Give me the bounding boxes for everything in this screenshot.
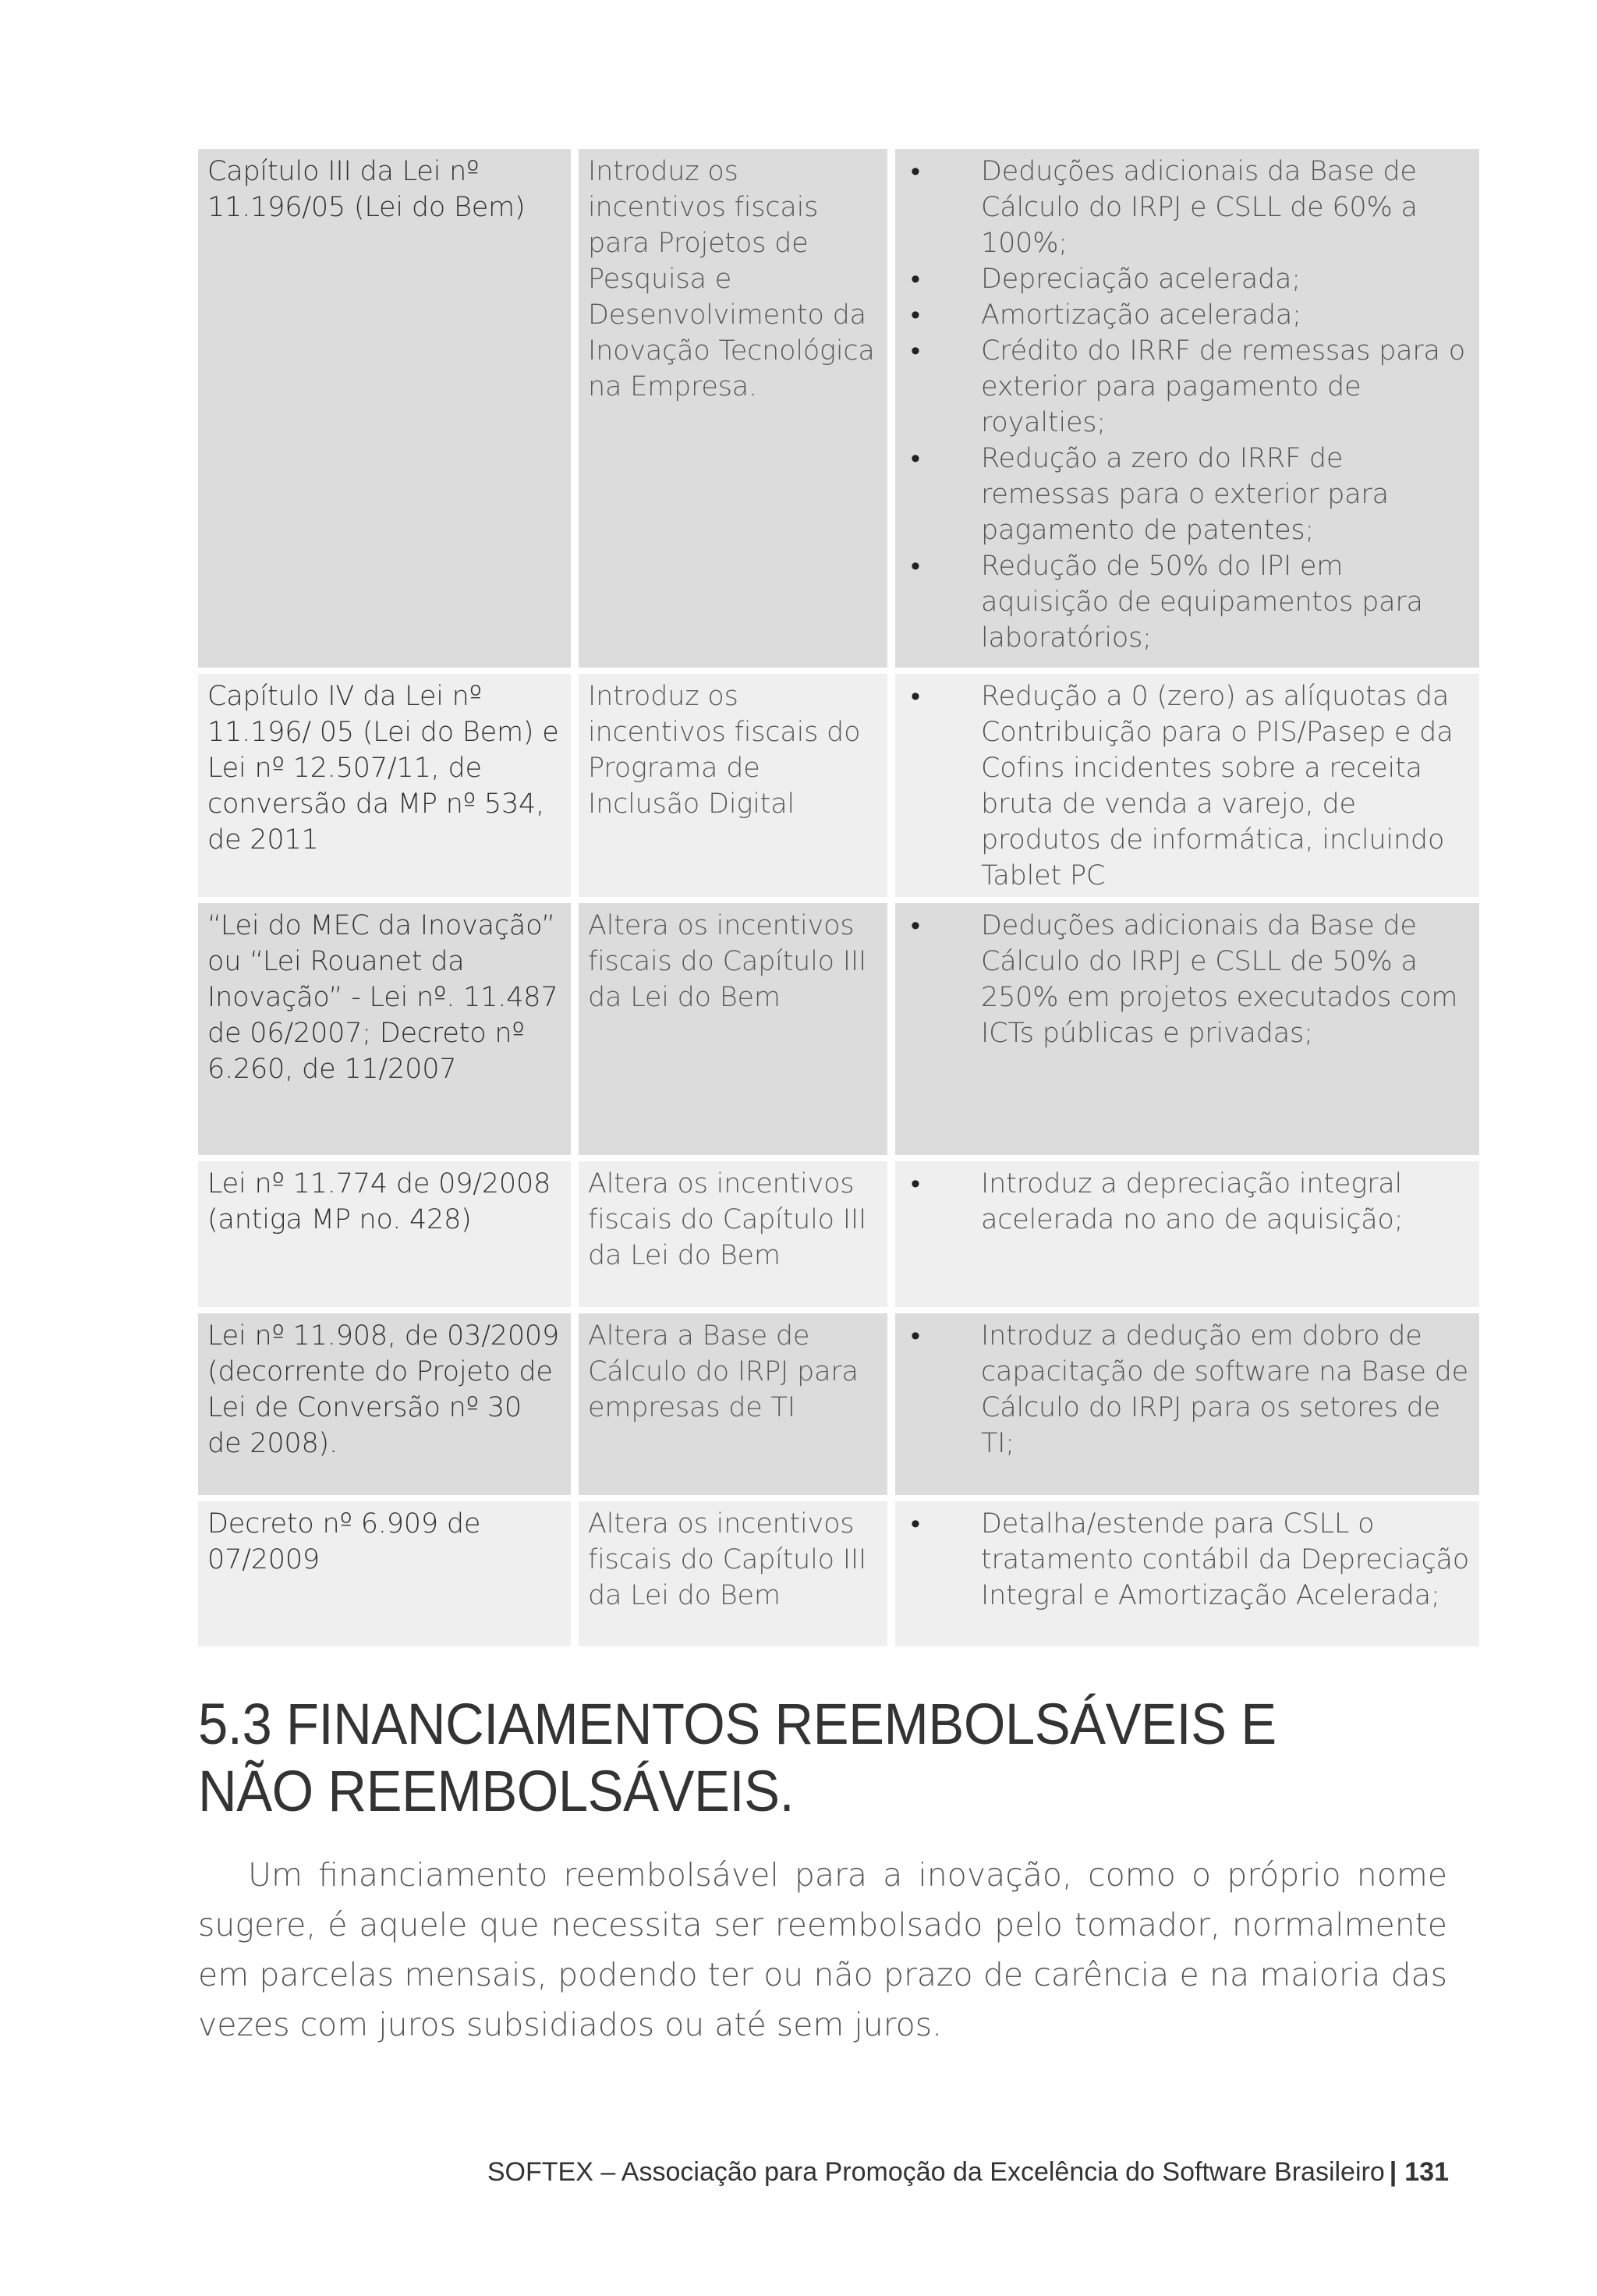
benefits-list: [905, 1318, 1471, 1462]
description-cell: Introduz os incentivos fiscais do Programa de Inclusão Digital: [579, 674, 887, 897]
benefits-cell: [895, 674, 1479, 897]
law-cell: Decreto nº 6.909 de 07/2009: [198, 1501, 571, 1646]
table-row: [198, 1313, 1479, 1495]
table-row: [198, 674, 1479, 897]
benefits-list: [905, 679, 1471, 894]
law-cell: Capítulo III da Lei nº 11.196/05 (Lei do Bem): [198, 149, 571, 668]
table-row: [198, 1501, 1479, 1646]
benefits-list: [905, 908, 1471, 1051]
list-item: • Deduções adicionais da Base de Cálculo do IRPJ e CSLL de 50% a 250% em projetos executados com ICTs públicas e privadas;: [905, 908, 1471, 1051]
benefits-list: [905, 1166, 1471, 1238]
law-cell: Capítulo IV da Lei nº 11.196/ 05 (Lei do Bem) e Lei nº 12.507/11, de conversão da MP nº 534, de 2011: [198, 674, 571, 897]
footer-text: SOFTEX – Associação para Promoção da Excelência do Software Brasileiro: [487, 2157, 1385, 2187]
list-item: • Redução a zero do IRRF de remessas para o exterior para pagamento de patentes;: [905, 441, 1471, 548]
page-number: 131: [1404, 2157, 1449, 2187]
list-item: • Crédito do IRRF de remessas para o exterior para pagamento de royalties;: [905, 333, 1471, 441]
page-footer: [487, 2157, 1449, 2188]
benefits-list: [905, 154, 1471, 656]
law-cell: Lei nº 11.908, de 03/2009 (decorrente do Projeto de Lei de Conversão nº 30 de 2008).: [198, 1313, 571, 1495]
incentives-table: [190, 143, 1487, 1653]
list-item: • Amortização acelerada;: [905, 297, 1471, 333]
list-item: • Introduz a dedução em dobro de capacitação de software na Base de Cálculo do IRPJ para os setores de TI;: [905, 1318, 1471, 1462]
table-row: [198, 149, 1479, 668]
list-item: • Redução de 50% do IPI em aquisição de equipamentos para laboratórios;: [905, 548, 1471, 656]
law-cell: “Lei do MEC da Inovação” ou “Lei Rouanet da Inovação” - Lei nº. 11.487 de 06/2007; Decreto nº 6.260, de 11/2007: [198, 903, 571, 1155]
benefits-cell: [895, 903, 1479, 1155]
section-heading: 5.3 FINANCIAMENTOS REEMBOLSÁVEIS E NÃO REEMBOLSÁVEIS.: [198, 1692, 1277, 1823]
description-cell: Altera os incentivos fiscais do Capítulo III da Lei do Bem: [579, 1501, 887, 1646]
description-cell: Altera a Base de Cálculo do IRPJ para empresas de TI: [579, 1313, 887, 1495]
description-cell: Altera os incentivos fiscais do Capítulo III da Lei do Bem: [579, 1161, 887, 1307]
benefits-cell: [895, 1161, 1479, 1307]
table-row: [198, 903, 1479, 1155]
footer-separator: |: [1389, 2157, 1397, 2187]
list-item: • Depreciação acelerada;: [905, 261, 1471, 297]
body-paragraph: Um financiamento reembolsável para a inovação, como o próprio nome sugere, é aquele que necessita ser reembolsado pelo tomador, normalmente em parcelas mensais, podendo ter ou não prazo de carência e na maioria das vezes com juros subsidiados ou até sem juros.: [198, 1856, 1447, 2043]
list-item: • Redução a 0 (zero) as alíquotas da Contribuição para o PIS/Pasep e da Cofins incidentes sobre a receita bruta de venda a varejo, de produtos de informática, incluindo Tablet PC: [905, 679, 1471, 894]
list-item: • Detalha/estende para CSLL o tratamento contábil da Depreciação Integral e Amortização Acelerada;: [905, 1506, 1471, 1614]
benefits-list: [905, 1506, 1471, 1614]
description-cell: Introduz os incentivos fiscais para Projetos de Pesquisa e Desenvolvimento da Inovação Tecnológica na Empresa.: [579, 149, 887, 668]
law-cell: Lei nº 11.774 de 09/2008 (antiga MP no. 428): [198, 1161, 571, 1307]
benefits-cell: [895, 1313, 1479, 1495]
benefits-cell: [895, 149, 1479, 668]
table-row: [198, 1161, 1479, 1307]
benefits-cell: [895, 1501, 1479, 1646]
list-item: • Deduções adicionais da Base de Cálculo do IRPJ e CSLL de 60% a 100%;: [905, 154, 1471, 261]
description-cell: Altera os incentivos fiscais do Capítulo III da Lei do Bem: [579, 903, 887, 1155]
list-item: • Introduz a depreciação integral acelerada no ano de aquisição;: [905, 1166, 1471, 1238]
